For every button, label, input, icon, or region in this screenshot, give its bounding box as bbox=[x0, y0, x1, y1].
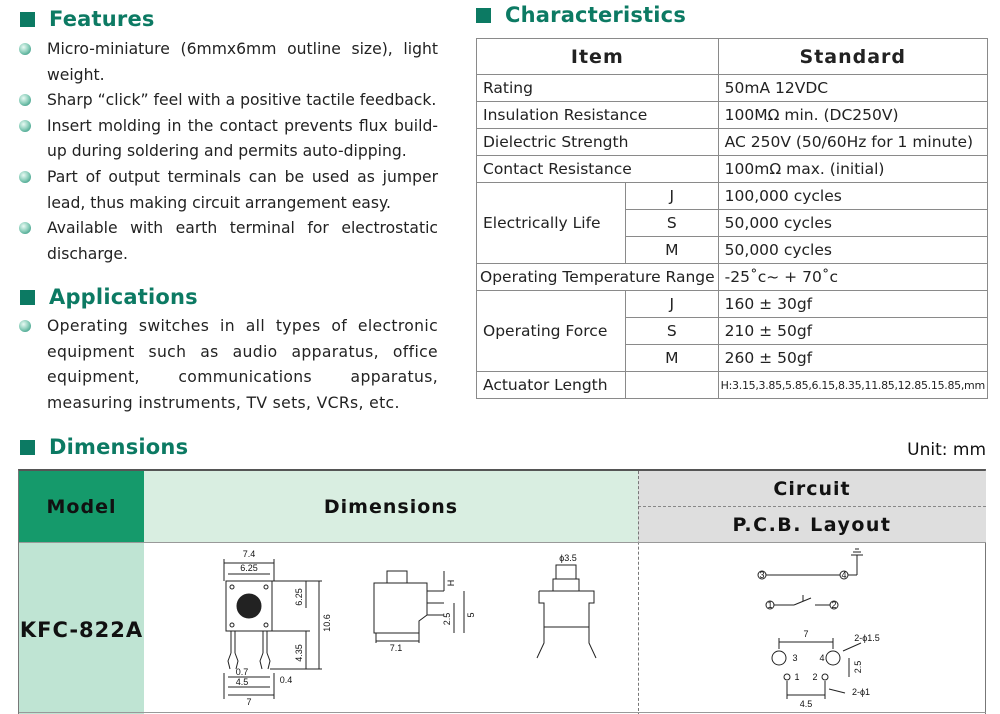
features-list bbox=[14, 37, 438, 267]
section-square-icon bbox=[20, 440, 35, 455]
feature-item: Micro-miniature (6mmx6mm outline size), light weight. bbox=[14, 37, 438, 88]
dim-4-5: 4.5 bbox=[235, 677, 249, 687]
dimensions-header: Dimensions bbox=[144, 471, 638, 542]
dielectric-value: AC 250V (50/60Hz for 1 minute) bbox=[718, 129, 987, 156]
dimension-drawing bbox=[144, 543, 638, 713]
features-heading bbox=[20, 7, 155, 31]
circuit-header: Circuit bbox=[638, 471, 986, 507]
dim-6-25: 6.25 bbox=[240, 563, 258, 573]
dim-4-35: 4.35 bbox=[294, 644, 304, 662]
table-row bbox=[477, 291, 988, 318]
section-square-icon bbox=[20, 12, 35, 27]
dimensions-table bbox=[18, 469, 986, 714]
table-header-row bbox=[477, 39, 988, 75]
life-value: 50,000 cycles bbox=[718, 210, 987, 237]
contact-label: Contact Resistance bbox=[477, 156, 719, 183]
temp-label: Operating Temperature Range bbox=[477, 264, 719, 291]
dim-0-7: 0.7 bbox=[235, 667, 249, 677]
actuator-value: H:3.15,3.85,5.85,6.15,8.35,11.85,12.85.15.85,mm bbox=[718, 372, 987, 399]
dim-6-25-vertical: 6.25 bbox=[294, 588, 304, 606]
table-row bbox=[477, 372, 988, 399]
table-row bbox=[477, 156, 988, 183]
model-name: KFC-822A bbox=[19, 542, 144, 714]
application-item: Operating switches in all types of electronic equipment such as audio apparatus, office equipment, communications apparatus, measuring instruments, TV sets, VCRs, etc. bbox=[14, 314, 438, 416]
table-row bbox=[477, 75, 988, 102]
force-value: 160 ± 30gf bbox=[718, 291, 987, 318]
pcb-dim-4-5: 4.5 bbox=[799, 699, 813, 709]
section-square-icon bbox=[20, 290, 35, 305]
rating-value: 50mA 12VDC bbox=[718, 75, 987, 102]
bullet-icon bbox=[19, 320, 31, 332]
section-square-icon bbox=[476, 8, 491, 23]
bullet-icon bbox=[19, 120, 31, 132]
pcb-pad-1: 1 bbox=[794, 672, 800, 682]
table-row bbox=[477, 129, 988, 156]
dim-h: H bbox=[446, 579, 456, 587]
pcb-dim-2-5: 2.5 bbox=[853, 660, 863, 674]
life-code: S bbox=[625, 210, 718, 237]
characteristics-table bbox=[476, 38, 988, 399]
dimensions-title: Dimensions bbox=[49, 435, 189, 459]
force-label: Operating Force bbox=[477, 291, 626, 372]
pcb-hole-2-phi-1: 2-ϕ1 bbox=[851, 687, 871, 697]
dim-10-6: 10.6 bbox=[322, 614, 332, 632]
pcb-pad-2: 2 bbox=[812, 672, 818, 682]
dim-7-1: 7.1 bbox=[389, 643, 403, 653]
actuator-label: Actuator Length bbox=[477, 372, 626, 399]
insulation-value: 100MΩ min. (DC250V) bbox=[718, 102, 987, 129]
life-label: Electrically Life bbox=[477, 183, 626, 264]
characteristics-heading bbox=[476, 3, 686, 27]
life-code: J bbox=[625, 183, 718, 210]
circuit-node-3: 3 bbox=[759, 570, 765, 580]
dim-2-5: 2.5 bbox=[442, 612, 452, 626]
dim-phi-3-5: ϕ3.5 bbox=[559, 553, 577, 563]
table-row bbox=[477, 264, 988, 291]
applications-heading bbox=[20, 285, 198, 309]
rating-label: Rating bbox=[477, 75, 719, 102]
force-value: 260 ± 50gf bbox=[718, 345, 987, 372]
applications-list bbox=[14, 314, 438, 416]
feature-item: Part of output terminals can be used as jumper lead, thus making circuit arrangement easy. bbox=[14, 165, 438, 216]
circuit-node-4: 4 bbox=[841, 570, 847, 580]
bullet-icon bbox=[19, 94, 31, 106]
life-value: 100,000 cycles bbox=[718, 183, 987, 210]
model-header: Model bbox=[19, 471, 144, 542]
dimensions-heading bbox=[20, 435, 188, 459]
pcb-pad-3: 3 bbox=[792, 653, 798, 663]
contact-value: 100mΩ max. (initial) bbox=[718, 156, 987, 183]
circuit-node-2: 2 bbox=[831, 600, 837, 610]
dim-0-4: 0.4 bbox=[279, 675, 293, 685]
features-title: Features bbox=[49, 7, 155, 31]
dim-7: 7 bbox=[246, 697, 252, 707]
pcb-hole-2-phi-1-5: 2-ϕ1.5 bbox=[854, 633, 880, 643]
bullet-icon bbox=[19, 222, 31, 234]
pcb-pad-4: 4 bbox=[819, 653, 825, 663]
life-code: M bbox=[625, 237, 718, 264]
unit-label: Unit: mm bbox=[907, 440, 986, 460]
bullet-icon bbox=[19, 43, 31, 55]
actuator-empty bbox=[625, 372, 718, 399]
circuit-pcb-drawing bbox=[639, 543, 985, 713]
dielectric-label: Dielectric Strength bbox=[477, 129, 719, 156]
dim-7-4: 7.4 bbox=[242, 549, 256, 559]
feature-item: Sharp “click” feel with a positive tactile feedback. bbox=[14, 88, 438, 114]
table-row bbox=[477, 102, 988, 129]
feature-item: Insert molding in the contact prevents flux build-up during soldering and permits auto-dipping. bbox=[14, 114, 438, 165]
feature-item: Available with earth terminal for electrostatic discharge. bbox=[14, 216, 438, 267]
characteristics-title: Characteristics bbox=[505, 3, 687, 27]
table-row bbox=[477, 183, 988, 210]
header-standard: Standard bbox=[718, 39, 987, 75]
applications-title: Applications bbox=[49, 285, 198, 309]
header-item: Item bbox=[477, 39, 719, 75]
force-code: M bbox=[625, 345, 718, 372]
insulation-label: Insulation Resistance bbox=[477, 102, 719, 129]
force-code: J bbox=[625, 291, 718, 318]
force-value: 210 ± 50gf bbox=[718, 318, 987, 345]
bullet-icon bbox=[19, 171, 31, 183]
force-code: S bbox=[625, 318, 718, 345]
pcb-layout-header: P.C.B. Layout bbox=[638, 507, 986, 542]
pcb-dim-7: 7 bbox=[803, 629, 809, 639]
life-value: 50,000 cycles bbox=[718, 237, 987, 264]
circuit-node-1: 1 bbox=[767, 600, 773, 610]
temp-value: -25˚c~ + 70˚c bbox=[718, 264, 987, 291]
dim-5: 5 bbox=[466, 612, 476, 618]
